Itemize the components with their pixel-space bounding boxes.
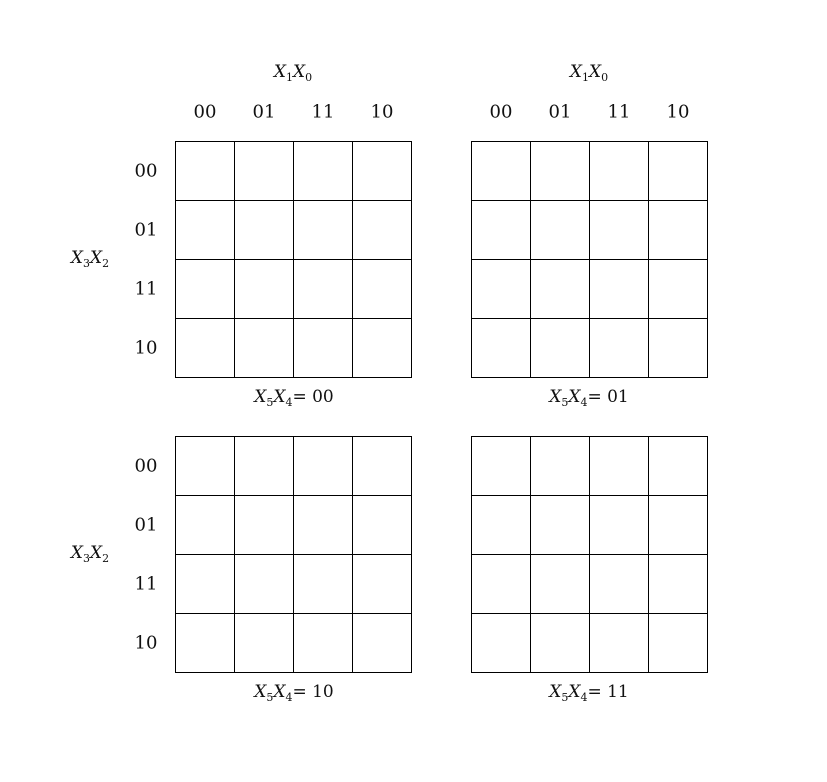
col-header-10: 10 [666,101,690,123]
kmap-cell [176,555,235,614]
row-header-10: 10 [134,337,158,359]
kmap-cell [472,437,531,496]
kmap-cell [176,201,235,260]
kmap-cell [235,614,294,673]
row-variable-label-bottom: $X_3X_2$ [70,543,110,565]
kmap-cell [649,201,708,260]
col-header-01: 01 [252,101,276,123]
kmap-cell [531,142,590,201]
kmap-cell [590,319,649,378]
row-header-11: 11 [134,278,158,300]
kmap-cell [235,201,294,260]
col-variable-label-right: $X_1X_0$ [569,62,609,84]
col-header-11: 11 [607,101,631,123]
kmap-cell [235,260,294,319]
kmap-cell [531,201,590,260]
kmap-x5x4-10 [175,436,412,673]
row-header-11: 11 [134,573,158,595]
kmap-cell [649,142,708,201]
map-caption-11: $X_5X_4= 11$ [549,682,629,704]
kmap-cell [235,319,294,378]
kmap-cell [472,614,531,673]
col-header-00: 00 [489,101,513,123]
col-variable-label-left: $X_1X_0$ [273,62,313,84]
kmap-cell [472,260,531,319]
kmap-cell [294,555,353,614]
kmap-cell [472,496,531,555]
kmap-cell [176,614,235,673]
kmap-cell [294,142,353,201]
kmap-cell [472,142,531,201]
kmap-cell [590,555,649,614]
kmap-cell [649,614,708,673]
kmap-cell [294,260,353,319]
col-header-00: 00 [193,101,217,123]
kmap-cell [590,201,649,260]
row-header-01: 01 [134,514,158,536]
kmap-cell [590,614,649,673]
kmap-cell [235,142,294,201]
kmap-cell [353,496,412,555]
map-caption-01: $X_5X_4= 01$ [549,387,629,409]
kmap-cell [649,496,708,555]
kmap-cell [294,614,353,673]
kmap-cell [531,614,590,673]
kmap-cell [353,201,412,260]
kmap-cell [353,260,412,319]
row-variable-label-top: $X_3X_2$ [70,248,110,270]
kmap-cell [590,496,649,555]
kmap-cell [176,260,235,319]
map-caption-10: $X_5X_4= 10$ [254,682,334,704]
kmap-cell [235,555,294,614]
kmap-x5x4-11 [471,436,708,673]
kmap-cell [531,319,590,378]
kmap-cell [294,496,353,555]
row-header-01: 01 [134,219,158,241]
kmap-cell [176,142,235,201]
kmap-cell [472,319,531,378]
kmap-cell [590,437,649,496]
kmap-cell [176,319,235,378]
row-header-10: 10 [134,632,158,654]
map-caption-00: $X_5X_4= 00$ [254,387,334,409]
kmap-cell [531,260,590,319]
kmap-cell [176,437,235,496]
col-header-10: 10 [370,101,394,123]
kmap-cell [353,614,412,673]
row-header-00: 00 [134,160,158,182]
kmap-x5x4-00 [175,141,412,378]
kmap-cell [531,555,590,614]
col-header-11: 11 [311,101,335,123]
kmap-cell [294,319,353,378]
kmap-cell [649,437,708,496]
kmap-cell [353,437,412,496]
kmap-cell [472,555,531,614]
row-header-00: 00 [134,455,158,477]
kmap-cell [353,319,412,378]
kmap-cell [590,260,649,319]
kmap-x5x4-01 [471,141,708,378]
kmap-cell [294,201,353,260]
kmap-cell [531,496,590,555]
kmap-cell [590,142,649,201]
kmap-cell [649,260,708,319]
kmap-cell [353,555,412,614]
kmap-cell [649,555,708,614]
kmap-cell [294,437,353,496]
kmap-cell [353,142,412,201]
kmap-cell [531,437,590,496]
kmap-cell [235,496,294,555]
kmap-cell [176,496,235,555]
col-header-01: 01 [548,101,572,123]
kmap-cell [472,201,531,260]
kmap-cell [235,437,294,496]
kmap-cell [649,319,708,378]
